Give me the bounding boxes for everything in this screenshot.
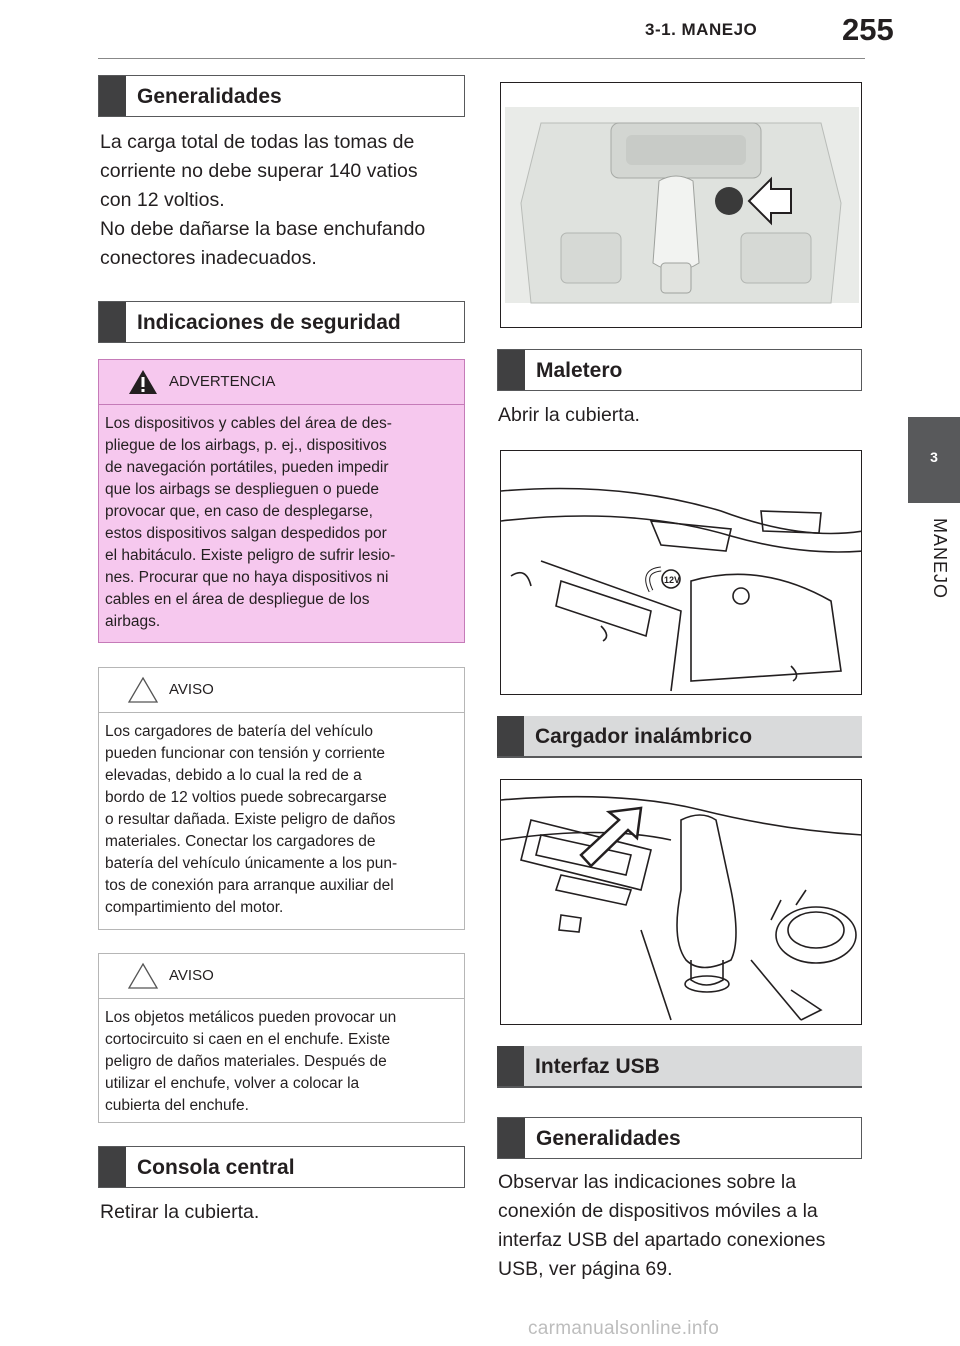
notice-label: AVISO <box>169 967 214 984</box>
warning-box <box>98 359 465 643</box>
watermark: carmanualsonline.info <box>528 1318 720 1339</box>
heading-text: Interfaz USB <box>535 1055 660 1078</box>
heading-text: Generalidades <box>137 85 282 108</box>
heading-text: Consola central <box>137 1156 295 1179</box>
heading-text: Maletero <box>536 359 623 382</box>
paragraph-base: No debe dañarse la base enchufando conectores inadecuados. <box>100 218 426 269</box>
figure-wireless-charger <box>500 779 862 1025</box>
heading-usb-generalidades <box>497 1117 862 1159</box>
header-rule <box>98 58 865 59</box>
wireless-charger-illustration <box>501 780 862 1025</box>
caution-triangle-icon <box>127 962 159 990</box>
paragraph-consola: Retirar la cubierta. <box>100 1201 260 1223</box>
chapter-label: MANEJO <box>930 518 950 600</box>
figure-trunk-socket <box>500 450 862 695</box>
notice-box-metal <box>98 953 465 1123</box>
chapter-number: 3 <box>930 449 938 465</box>
paragraph-usb: Observar las indicaciones sobre la conexión de dispositivos móviles a la interfaz USB del apartado conexiones USB, ver página 69. <box>498 1171 826 1280</box>
notice-label: AVISO <box>169 681 214 698</box>
notice-text: Los cargadores de batería del vehículo pueden funcionar con tensión y corriente elevadas, debido a lo cual la red de a bordo de 12 voltios puede sobrecargarse o resultar dañada. Existe peligro de daños materiales. Conectar los cargadores de batería del vehículo únicamente a los pun- tos de conexión para arranque auxiliar del compartimiento del motor. <box>105 723 398 916</box>
heading-seguridad <box>98 301 465 343</box>
page-number: 255 <box>842 12 894 47</box>
heading-text: Indicaciones de seguridad <box>137 311 401 334</box>
chapter-label-container <box>912 518 956 608</box>
trunk-socket-illustration <box>501 451 862 695</box>
paragraph-carga: La carga total de todas las tomas de corriente no debe superar 140 vatios con 12 voltios. <box>100 131 418 211</box>
notice-text: Los objetos metálicos pueden provocar un cortocircuito si caen en el enchufe. Existe peligro de daños materiales. Después de utilizar el enchufe, volver a colocar la cubierta del enchufe. <box>105 1009 397 1114</box>
caution-triangle-icon <box>127 676 159 704</box>
heading-text: Cargador inalámbrico <box>535 725 753 748</box>
chapter-tab <box>908 417 960 503</box>
warning-label: ADVERTENCIA <box>169 373 276 390</box>
section-title: 3-1. MANEJO <box>645 20 758 39</box>
figure-center-console <box>500 82 862 328</box>
heading-maletero <box>497 349 862 391</box>
heading-generalidades <box>98 75 465 117</box>
center-console-illustration <box>501 83 862 328</box>
paragraph-maletero: Abrir la cubierta. <box>498 404 640 426</box>
heading-consola <box>98 1146 465 1188</box>
socket-badge-text: 12V <box>664 575 681 585</box>
warning-triangle-icon <box>127 368 159 396</box>
heading-text: Generalidades <box>536 1127 681 1150</box>
heading-usb <box>497 1046 862 1088</box>
warning-text: Los dispositivos y cables del área de des- pliegue de los airbags, p. ej., dispositivos de navegación portátiles, pueden impedir que los airbags se desplieguen o puede provocar que, en caso de desplegarse, estos dispositivos salgan despedidos por el habitáculo. Existe peligro de sufrir lesio- nes. Procurar que no haya dispositivos ni cables en el área de despliegue de los airbags. <box>105 415 396 630</box>
heading-cargador <box>497 716 862 758</box>
notice-box-chargers <box>98 667 465 930</box>
